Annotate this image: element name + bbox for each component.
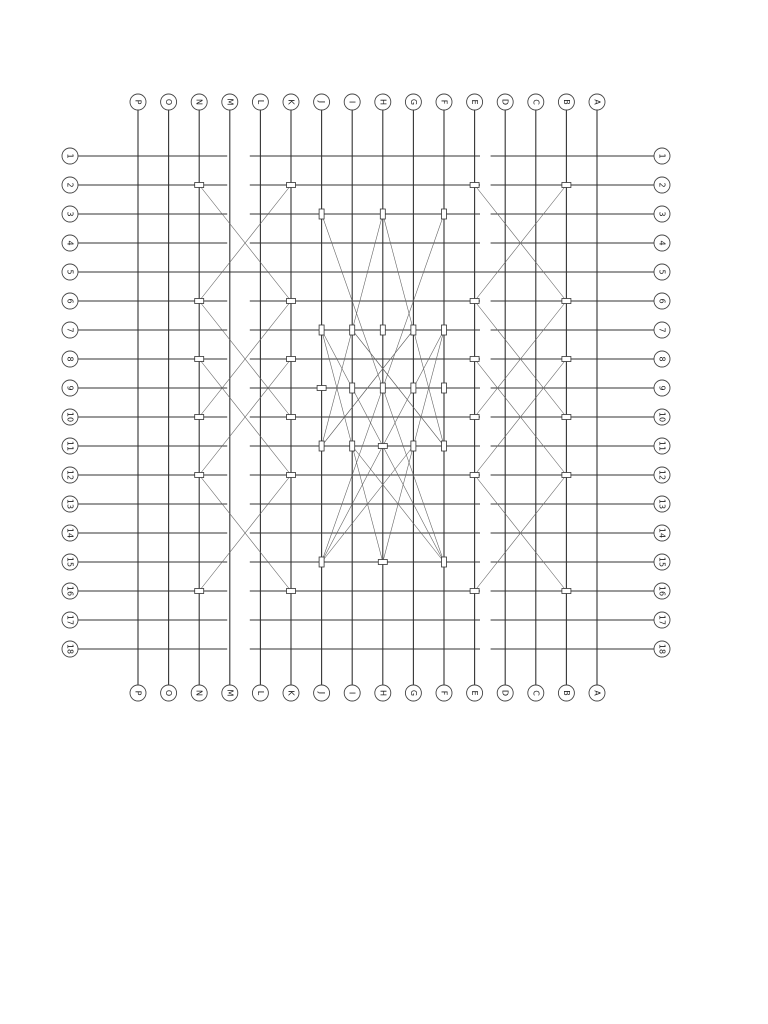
grid-bubble-label: 2 [657,182,667,188]
row-bubble-right-7 [654,322,670,338]
column-bubble-top-H [375,94,391,110]
connection-node [470,299,479,304]
connection-node [319,557,324,567]
connection-node [562,473,571,478]
grid-bubble-label: G [408,689,418,697]
row-bubble-left-11 [62,438,78,454]
connection-node [380,325,385,335]
connection-node [380,383,385,393]
grid-bubble-label: 3 [65,211,75,217]
grid-bubble-label: C [531,690,541,696]
row-bubble-right-9 [654,380,670,396]
row-bubble-right-14 [654,525,670,541]
grid-bubble-label: 1 [657,153,667,159]
grid-bubble-label: 5 [657,269,667,275]
connection-node [411,441,416,451]
grid-bubble-label: 10 [657,411,667,423]
grid-bubble-label: P [133,99,143,105]
column-bubble-bottom-K [283,685,299,701]
grid-bubble-label: D [500,98,510,106]
grid-bubble-label: 15 [657,556,667,568]
connection-node [195,415,204,420]
column-bubble-top-M [222,94,238,110]
column-bubble-top-B [558,94,574,110]
grid-bubble-label: M [225,689,235,697]
grid-bubble-label: B [561,99,571,105]
grid-bubble-label: 1 [65,153,75,159]
grid-bubble-label: 12 [657,469,667,481]
grid-bubble-label: L [255,99,265,105]
column-bubble-top-J [314,94,330,110]
row-gridlines [78,156,654,649]
grid-bubble-label: H [378,689,388,697]
column-bubble-bottom-I [344,685,360,701]
row-bubble-left-3 [62,206,78,222]
grid-bubble-label: A [592,690,602,696]
row-bubble-left-8 [62,351,78,367]
row-bubble-right-11 [654,438,670,454]
column-bubble-top-G [405,94,421,110]
grid-bubble-label: E [470,99,480,105]
row-bubble-left-9 [62,380,78,396]
row-bubble-left-13 [62,496,78,512]
row-bubble-right-4 [654,235,670,251]
connection-node [470,473,479,478]
column-bubble-bottom-O [161,685,177,701]
column-bubble-bottom-N [191,685,207,701]
column-bubble-bottom-G [405,685,421,701]
connection-node [442,383,447,393]
grid-bubble-label: M [225,98,235,106]
grid-bubble-label: F [439,99,449,105]
row-bubble-left-15 [62,554,78,570]
grid-bubble-label: 18 [65,643,75,655]
connection-node [562,299,571,304]
column-bubble-top-P [130,94,146,110]
connection-node [442,441,447,451]
grid-bubble-label: O [164,689,174,697]
grid-bubble-label: 3 [657,211,667,217]
connection-node [287,357,296,362]
column-bubble-top-C [528,94,544,110]
column-bubble-bottom-J [314,685,330,701]
grid-bubble-label: 8 [65,356,75,362]
grid-bubble-label: K [286,690,296,696]
row-bubble-left-2 [62,177,78,193]
column-bubble-bottom-C [528,685,544,701]
connection-node [562,357,571,362]
connection-node [470,357,479,362]
connection-node [195,589,204,594]
connection-node [287,415,296,420]
connection-node [378,560,387,565]
connection-node [350,441,355,451]
grid-bubble-label: H [378,98,388,106]
column-bubble-bottom-F [436,685,452,701]
connection-node [411,383,416,393]
column-bubble-bottom-A [589,685,605,701]
column-bubble-top-F [436,94,452,110]
row-bubble-left-16 [62,583,78,599]
row-bubble-right-5 [654,264,670,280]
connection-node [195,183,204,188]
connection-node [562,183,571,188]
grid-bubble-label: 4 [65,240,75,246]
connection-node [442,209,447,219]
connection-node [470,183,479,188]
grid-bubble-label: 13 [65,498,75,510]
grid-bubble-label: N [194,99,204,105]
row-bubble-right-17 [654,612,670,628]
grid-bubble-label: N [194,690,204,696]
connection-node [470,415,479,420]
grid-bubble-label: 12 [65,469,75,481]
grid-bubble-label: 11 [65,440,75,452]
grid-bubble-label: 4 [657,240,667,246]
column-bubble-top-O [161,94,177,110]
row-bubble-left-12 [62,467,78,483]
column-bubble-bottom-M [222,685,238,701]
row-bubble-left-14 [62,525,78,541]
row-bubble-right-10 [654,409,670,425]
row-bubble-left-10 [62,409,78,425]
grid-bubble-label: K [286,99,296,105]
column-bubble-bottom-D [497,685,513,701]
grid-bubble-label: 6 [65,298,75,304]
grid-bubble-label: G [408,98,418,106]
connection-node [319,209,324,219]
grid-bubble-label: D [500,689,510,697]
column-bubble-top-K [283,94,299,110]
column-bubble-top-I [344,94,360,110]
connection-node [195,357,204,362]
grid-bubble-label: B [561,690,571,696]
row-bubble-right-16 [654,583,670,599]
connection-node [470,589,479,594]
grid-bubble-label: 14 [65,527,75,539]
grid-bubble-label: L [255,690,265,696]
row-bubble-left-5 [62,264,78,280]
grid-bubble-label: 2 [65,182,75,188]
connection-node [442,325,447,335]
connection-node [287,183,296,188]
connection-node [411,325,416,335]
grid-bubble-label: 18 [657,643,667,655]
column-gridlines [138,110,597,685]
grid-bubble-label: F [439,690,449,696]
grid-bubble-label: I [347,691,357,695]
grid-bubble-label: 17 [657,614,667,626]
grid-bubble-label: J [317,100,327,104]
row-bubble-left-1 [62,148,78,164]
row-bubble-left-18 [62,641,78,657]
connection-node [350,325,355,335]
grid-bubble-label: C [531,99,541,105]
grid-bubble-label: 11 [657,440,667,452]
row-bubble-right-15 [654,554,670,570]
column-bubble-bottom-L [252,685,268,701]
connection-node [442,557,447,567]
row-bubble-right-12 [654,467,670,483]
grid-bubble-label: 15 [65,556,75,568]
row-bubble-left-4 [62,235,78,251]
row-bubble-right-13 [654,496,670,512]
connection-node [317,386,326,391]
grid-bubble-label: O [164,98,174,106]
row-bubble-left-17 [62,612,78,628]
column-bubble-top-A [589,94,605,110]
connection-node [562,415,571,420]
column-bubble-top-N [191,94,207,110]
grid-bubble-label: 14 [657,527,667,539]
grid-bubble-label: 13 [657,498,667,510]
grid-bubble-label: 6 [657,298,667,304]
row-bubble-right-1 [654,148,670,164]
grid-bubble-label: 16 [65,585,75,597]
column-bubble-bottom-B [558,685,574,701]
row-bubble-left-6 [62,293,78,309]
connection-node [287,473,296,478]
column-bubble-bottom-P [130,685,146,701]
grid-bubble-label: I [347,100,357,104]
grid-bubble-label: 17 [65,614,75,626]
grid-bubble-label: 9 [65,385,75,391]
column-bubble-top-D [497,94,513,110]
grid-bubble-label: 7 [657,327,667,333]
grid-bubble-label: 8 [657,356,667,362]
grid-bubble-label: 16 [657,585,667,597]
connection-node [350,383,355,393]
connection-node [195,473,204,478]
grid-bubble-label: 9 [657,385,667,391]
grid-bubble-label: A [592,99,602,105]
grid-bubble-label: 7 [65,327,75,333]
connection-node [195,299,204,304]
connection-node [319,441,324,451]
row-bubble-right-6 [654,293,670,309]
column-bubble-bottom-E [467,685,483,701]
grid-bubble-label: E [470,690,480,696]
connection-node [319,325,324,335]
connection-node [378,444,387,449]
column-bubble-top-E [467,94,483,110]
row-bubble-left-7 [62,322,78,338]
row-bubble-right-2 [654,177,670,193]
grid-bubble-label: P [133,690,143,696]
row-bubble-right-18 [654,641,670,657]
connection-node [380,209,385,219]
connection-node [287,589,296,594]
connection-node [562,589,571,594]
column-bubble-top-L [252,94,268,110]
grid-bubble-label: 10 [65,411,75,423]
grid-bubble-label: J [317,691,327,695]
row-bubble-right-8 [654,351,670,367]
connection-node [287,299,296,304]
grid-bubble-label: 5 [65,269,75,275]
column-bubble-bottom-H [375,685,391,701]
row-bubble-right-3 [654,206,670,222]
